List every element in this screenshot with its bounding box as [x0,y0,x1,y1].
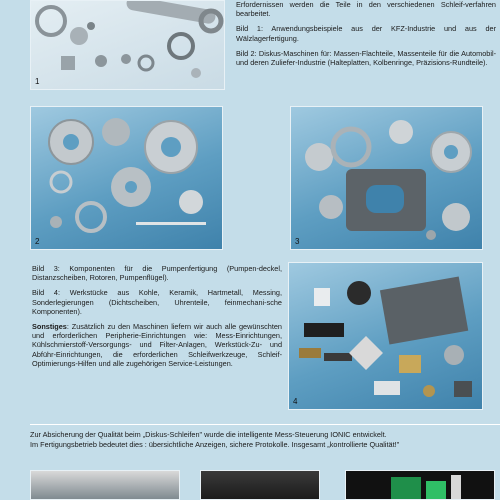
sonstiges-label: Sonstiges [32,322,67,332]
top-text-column [236,0,496,73]
photo-bottom-screen-illustration [346,471,495,500]
photo-2-diskus-parts [30,106,223,250]
photo-3-number: 3 [295,237,300,246]
caption-bild-1: Bild 1: Anwendungsbeispiele aus der KFZ-Industrie und aus der Wälzlagerfertigung. [236,24,496,43]
photo-bottom-machine [30,470,180,500]
caption-bild-3: Bild 3: Komponenten für die Pumpenfertigung (Pumpen-deckel, Distanzscheiben, Rotoren, Pumpenflügel). [32,264,282,283]
photo-bottom-screen [345,470,495,500]
photo-1-illustration [31,1,225,90]
sonstiges-text: : Zusätzlich zu den Maschinen liefern wir auch alle gewünschten und erforderlichen Peripherie-Einrichtungen wie: Mess-Einrichtungen, Kühlschmierstoff-Versorgungs- und Filter-Anlagen, Werkstück-Zu- und Abführ-Einrichtungen, die erforderlichen Schleifwerkzeuge, Schleif- Optimierungs-Hilfen und alle zugehörigen Service-Leistungen. [32,322,282,368]
photo-1-number: 1 [35,77,40,86]
intro-paragraph: Erfordernissen werden die Teile in den verschiedenen Schleif-verfahren bearbeitet. [236,0,496,19]
photo-1-automotive-parts [30,0,225,90]
photo-4-illustration [289,263,483,410]
caption-bild-4: Bild 4: Werkstücke aus Kohle, Keramik, Hartmetall, Messing, Sonderlegierungen (Dichtscheiben, Uhrenteile, feinmechani-sche Komponenten). [32,288,282,316]
footer-text [30,430,500,450]
sonstiges-paragraph [32,322,282,368]
photo-3-pump-components [290,106,483,250]
photo-3-illustration [291,107,483,250]
photo-2-illustration [31,107,223,250]
caption-bild-2: Bild 2: Diskus-Maschinen für: Massen-Flachteile, Massenteile für die Automobil- und deren Zuliefer-Industrie (Halteplatten, Kolbenringe, Präzisions-Rundteile). [236,48,496,68]
footer-divider [30,424,500,425]
middle-text-column [32,264,282,374]
photo-bottom-middle [200,470,320,500]
footer-line-2: Im Fertigungsbetrieb bedeutet dies : übersichtliche Anzeigen, sichere Protokolle. Insgesamt „kontrollierte Qualität!" [30,440,400,449]
photo-4-number: 4 [293,397,298,406]
footer-line-1: Zur Absicherung der Qualität beim „Diskus-Schleifen" wurde die intelligente Mess-Steuerung IONIC entwickelt. [30,430,387,439]
photo-2-number: 2 [35,237,40,246]
photo-4-special-materials [288,262,483,410]
